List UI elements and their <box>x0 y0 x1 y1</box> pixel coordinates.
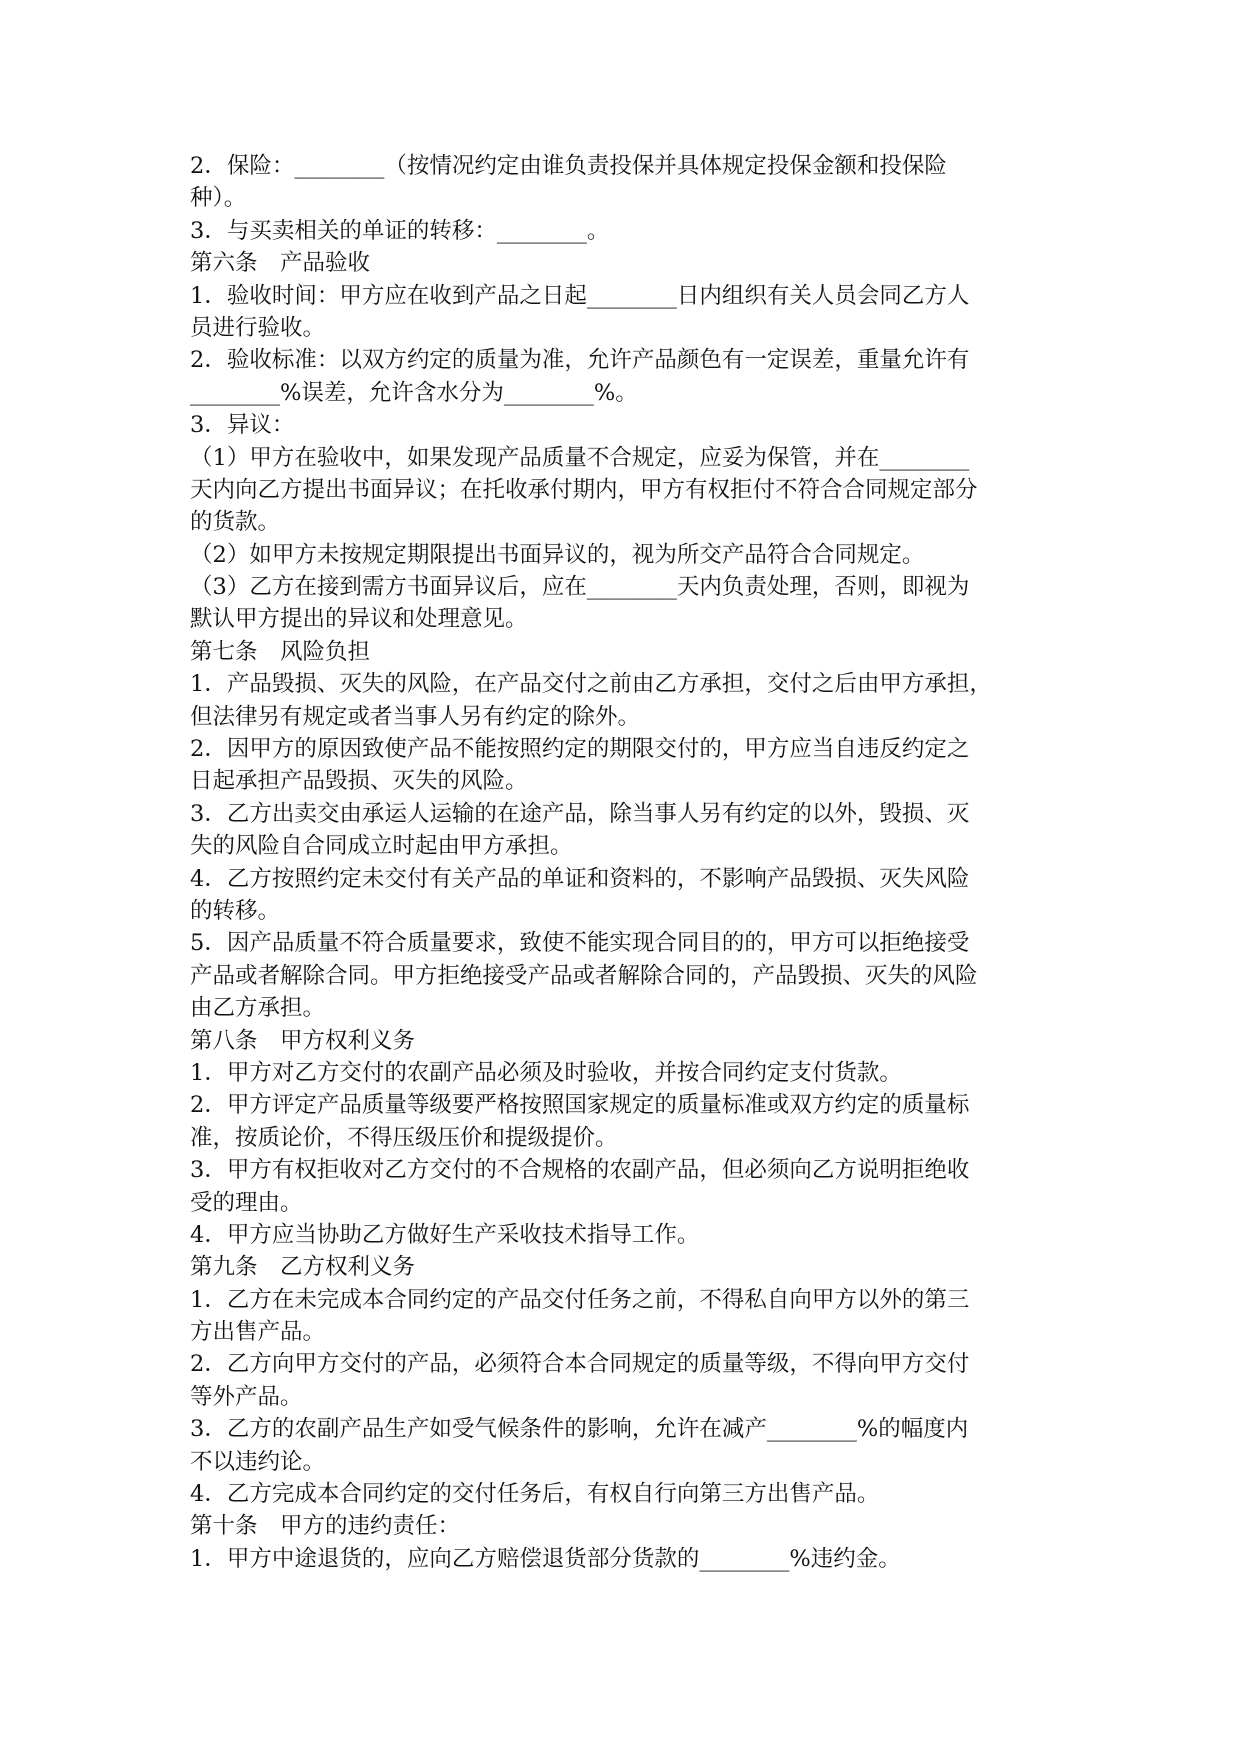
text-line: 失的风险自合同成立时起由甲方承担。 <box>190 833 573 860</box>
text-line: 默认甲方提出的异议和处理意见。 <box>190 606 528 633</box>
text-line: 方出售产品。 <box>190 1319 326 1346</box>
text-line: 天内向乙方提出书面异议；在托收承付期内，甲方有权拒付不符合合同规定部分 <box>190 476 978 503</box>
text-line: 2．乙方向甲方交付的产品，必须符合本合同规定的质量等级，不得向甲方交付 <box>190 1351 970 1378</box>
text-line: 3．乙方的农副产品生产如受气候条件的影响，允许在减产________%的幅度内 <box>190 1416 969 1443</box>
text-line: 3．乙方出卖交由承运人运输的在途产品，除当事人另有约定的以外，毁损、灭 <box>190 800 970 827</box>
section-heading: 第七条 风险负担 <box>190 638 371 665</box>
text-line: 4．乙方完成本合同约定的交付任务后，有权自行向第三方出售产品。 <box>190 1481 880 1508</box>
text-line: （1）甲方在验收中，如果发现产品质量不合规定，应妥为保管，并在________ <box>190 444 970 471</box>
text-line: 1．乙方在未完成本合同约定的产品交付任务之前，不得私自向甲方以外的第三 <box>190 1286 970 1313</box>
text-line: 受的理由。 <box>190 1189 303 1216</box>
text-line: 日起承担产品毁损、灭失的风险。 <box>190 768 528 795</box>
text-line: 的转移。 <box>190 897 281 924</box>
text-line: 种）。 <box>190 185 247 212</box>
contract-page <box>190 150 1070 1575</box>
text-line: 由乙方承担。 <box>190 995 326 1022</box>
text-line: 等外产品。 <box>190 1383 303 1410</box>
text-line: 2．甲方评定产品质量等级要严格按照国家规定的质量标准或双方约定的质量标 <box>190 1092 970 1119</box>
text-line: 2．因甲方的原因致使产品不能按照约定的期限交付的，甲方应当自违反约定之 <box>190 736 970 763</box>
text-line: 不以违约论。 <box>190 1448 326 1475</box>
text-line: 1．产品毁损、灭失的风险，在产品交付之前由乙方承担，交付之后由甲方承担， <box>190 671 992 698</box>
text-line: 1．甲方对乙方交付的农副产品必须及时验收，并按合同约定支付货款。 <box>190 1059 902 1086</box>
text-line: （2）如甲方未按规定期限提出书面异议的，视为所交产品符合合同规定。 <box>190 541 925 568</box>
text-line: 3．与买卖相关的单证的转移：________。 <box>190 217 610 244</box>
text-line: 1．验收时间：甲方应在收到产品之日起________日内组织有关人员会同乙方人 <box>190 282 970 309</box>
text-line: 员进行验收。 <box>190 314 326 341</box>
text-line: 4．乙方按照约定未交付有关产品的单证和资料的，不影响产品毁损、灭失风险 <box>190 865 970 892</box>
section-heading: 第八条 甲方权利义务 <box>190 1027 416 1054</box>
text-line: ________%误差，允许含水分为________%。 <box>190 379 638 406</box>
section-heading: 第六条 产品验收 <box>190 250 371 277</box>
section-heading: 第十条 甲方的违约责任： <box>190 1513 461 1540</box>
text-line: 3．异议： <box>190 412 295 439</box>
text-line: 产品或者解除合同。甲方拒绝接受产品或者解除合同的，产品毁损、灭失的风险 <box>190 962 978 989</box>
text-line: 准，按质论价，不得压级压价和提级提价。 <box>190 1124 618 1151</box>
text-line: 的货款。 <box>190 509 281 536</box>
text-line: 1．甲方中途退货的，应向乙方赔偿退货部分货款的________%违约金。 <box>190 1545 901 1572</box>
section-heading: 第九条 乙方权利义务 <box>190 1254 416 1281</box>
text-line: （3）乙方在接到需方书面异议后，应在________天内负责处理，否则，即视为 <box>190 574 970 601</box>
text-line: 2．验收标准：以双方约定的质量为准，允许产品颜色有一定误差，重量允许有 <box>190 347 970 374</box>
text-line: 但法律另有规定或者当事人另有约定的除外。 <box>190 703 641 730</box>
text-line: 2．保险：________（按情况约定由谁负责投保并具体规定投保金额和投保险 <box>190 153 947 179</box>
text-line: 5．因产品质量不符合质量要求，致使不能实现合同目的的，甲方可以拒绝接受 <box>190 930 970 957</box>
text-line: 3．甲方有权拒收对乙方交付的不合规格的农副产品，但必须向乙方说明拒绝收 <box>190 1157 970 1184</box>
text-line: 4．甲方应当协助乙方做好生产采收技术指导工作。 <box>190 1221 700 1248</box>
